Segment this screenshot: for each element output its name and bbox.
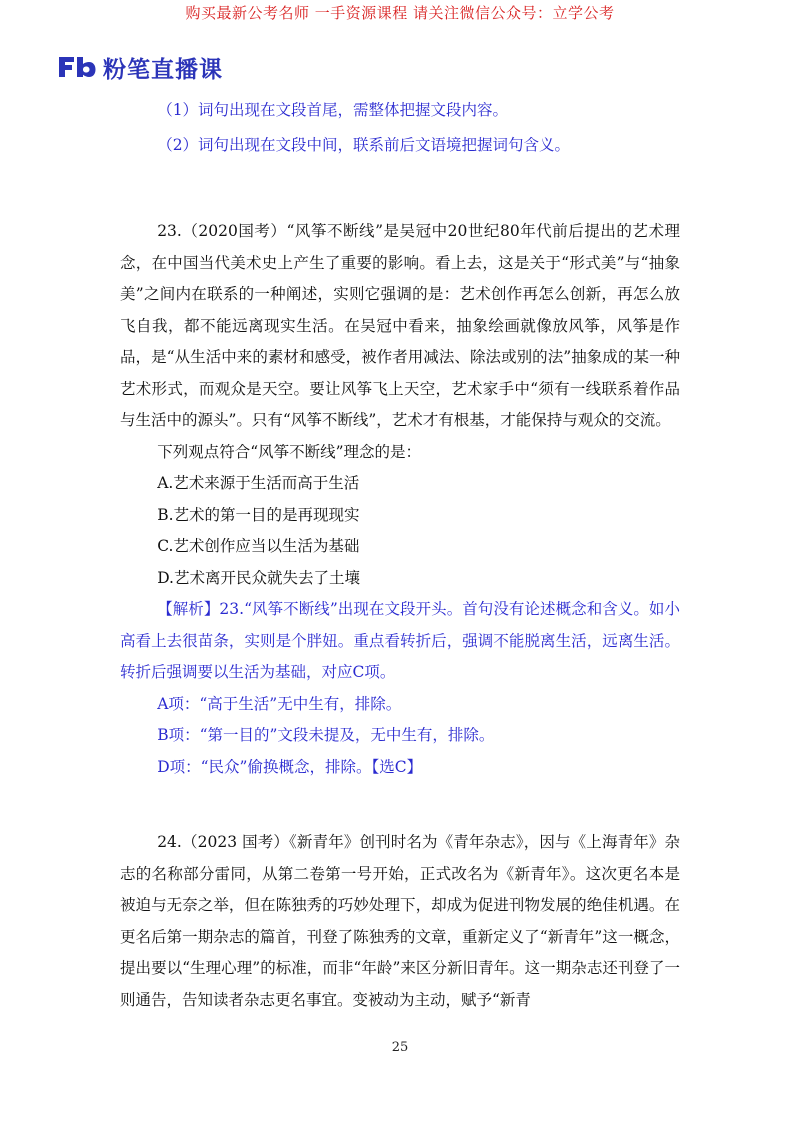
brand-logo	[57, 52, 223, 82]
question-23-prompt: 下列观点符合“风筝不断线”理念的是：	[157, 442, 422, 461]
question-23-stem: 23.（2020国考）“风筝不断线”是吴冠中20世纪80年代前后提出的艺术理念，在中国当代美术史上产生了重要的影响。看上去，这是关于“形式美”与“抽象美”之间内在联系的一种阐述，实则它强调的是：艺术创作再怎么创新，再怎么放飞自我，都不能远离现实生活。在吴冠中看来，抽象绘画就像放风筝，风筝是作品，是“从生活中来的素材和感受，被作者用减法、除法或别的法”抽象成的某一种艺术形式，而观众是天空。要让风筝飞上天空，艺术家手中“须有一线联系着作品与生活中的源头”。只有“风筝不断线”，艺术才有根基，才能保持与观众的交流。	[120, 222, 680, 429]
brand-name: 粉笔直播课	[103, 56, 223, 83]
intro-point: （2）词句出现在文段中间，联系前后文语境把握词句含义。	[157, 135, 571, 154]
analysis-point-b: B项：“第一目的”文段未提及，无中生有，排除。	[157, 726, 495, 744]
option-a: A.艺术来源于生活而高于生活	[157, 474, 360, 492]
fb-logo-icon	[57, 55, 97, 79]
option-b: B.艺术的第一目的是再现现实	[157, 505, 360, 524]
intro-point: （1）词句出现在文段首尾，需整体把握文段内容。	[157, 101, 509, 119]
top-banner: 购买最新公考名师 一手资源课程 请关注微信公众号：立学公考	[185, 4, 615, 22]
page-number: 25	[391, 1040, 409, 1055]
document-body	[120, 96, 680, 1016]
question-24-stem: 24.（2023 国考）《新青年》创刊时名为《青年杂志》，因与《上海青年》杂志的名称部分雷同，从第二卷第一号开始，正式改名为《新青年》。这次更名本是被迫与无奈之举，但在陈独秀的巧妙处理下，却成为促进刊物发展的绝佳机遇。在更名后第一期杂志的篇首，刊登了陈独秀的文章，重新定义了“新青年”这一概念，提出要以“生理心理”的标准，而非“年龄”来区分新旧青年。这一期杂志还刊登了一则通告，告知读者杂志更名事宜。变被动为主动，赋予“新青	[120, 833, 680, 1009]
analysis-point-d: D项：“民众”偷换概念，排除。【选C】	[157, 757, 423, 776]
option-c: C.艺术创作应当以生活为基础	[157, 537, 360, 555]
option-d: D.艺术离开民众就失去了土壤	[157, 568, 360, 587]
question-23-analysis: 【解析】23.“风筝不断线”出现在文段开头。首句没有论述概念和含义。如小高看上去很苗条，实则是个胖妞。重点看转折后，强调不能脱离生活，远离生活。转折后强调要以生活为基础，对应C项。	[120, 600, 680, 681]
analysis-point-a: A项：“高于生活”无中生有，排除。	[157, 694, 402, 713]
